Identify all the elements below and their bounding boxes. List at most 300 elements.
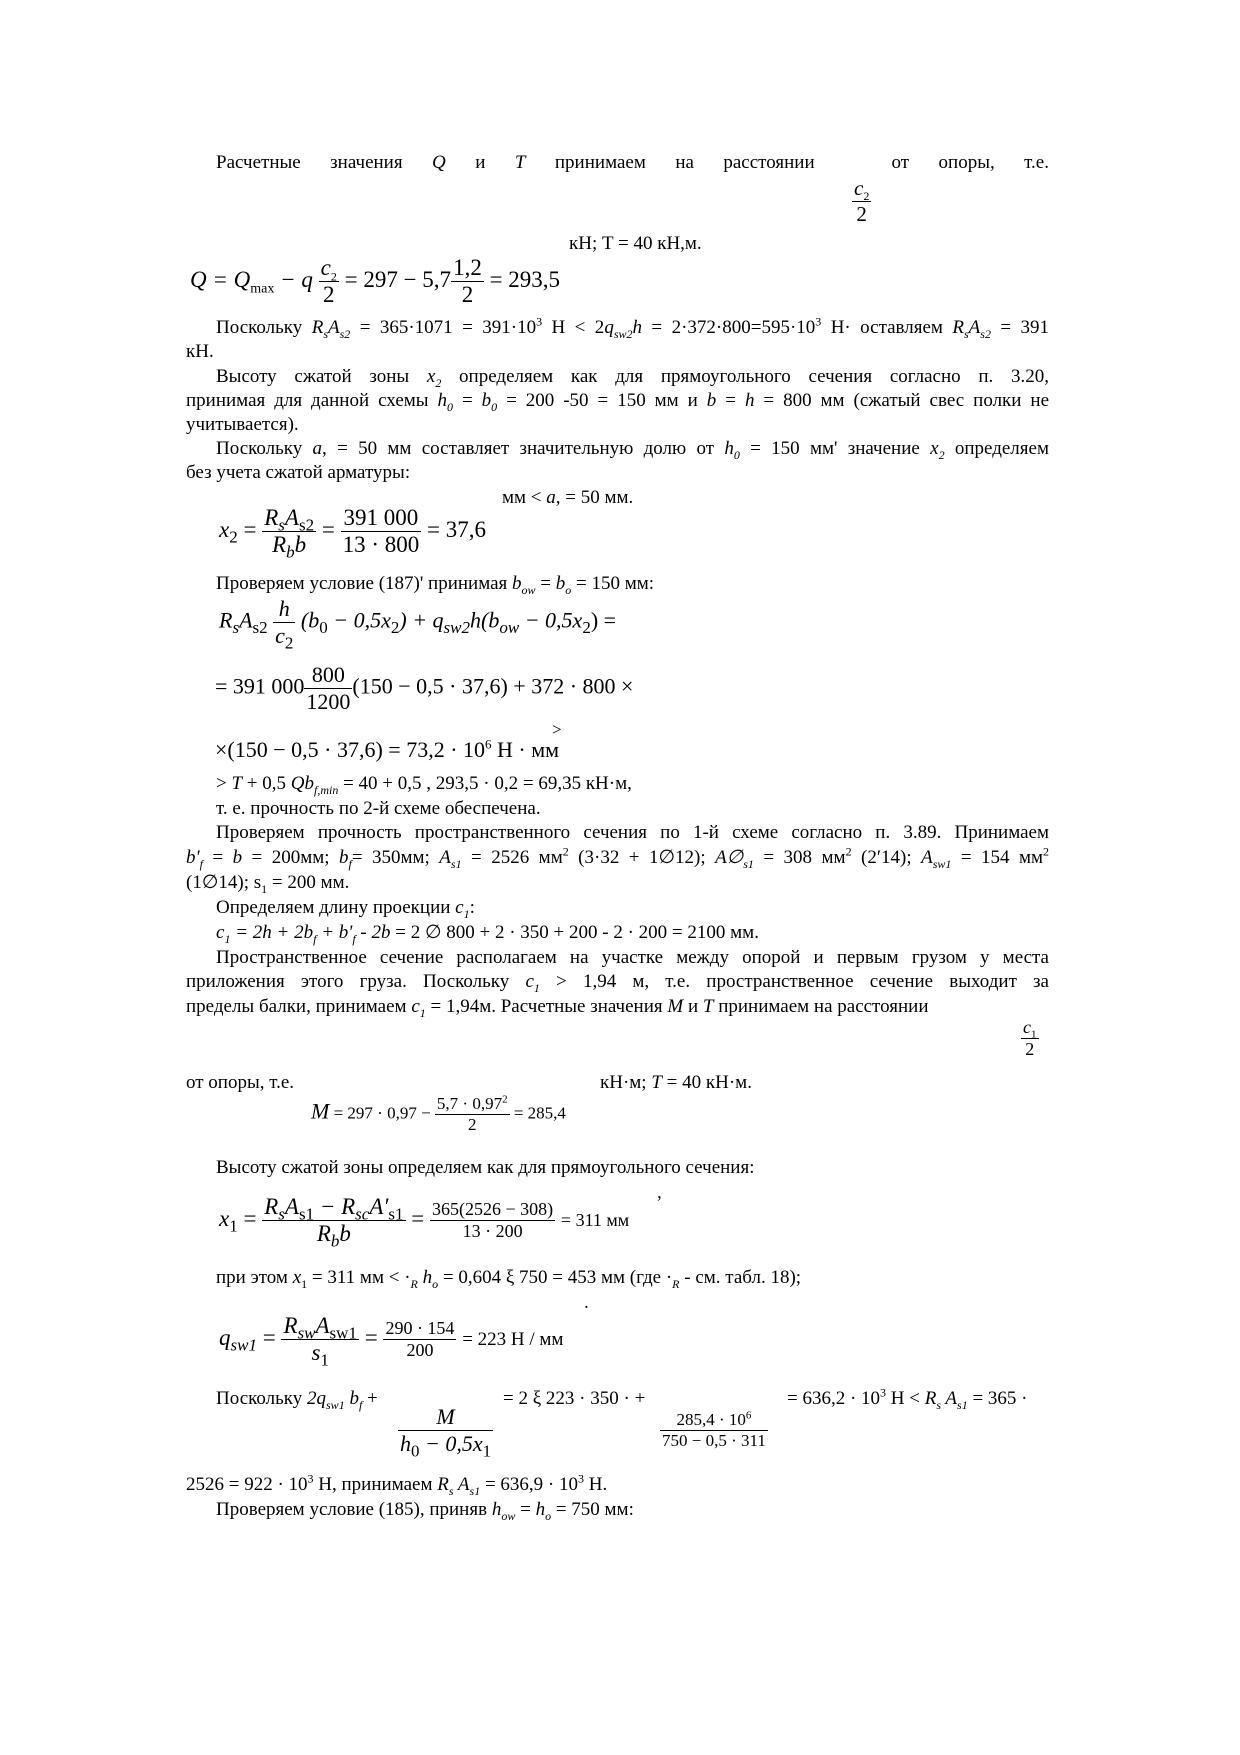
superscript: 3 (880, 1385, 887, 1400)
text: = (515, 1499, 536, 1520)
subscript: s (936, 1397, 942, 1412)
math-var: A∅ (715, 847, 744, 868)
p4-line1 (216, 365, 1049, 389)
text: = 0,604 ξ 750 = 453 мм (где (438, 1267, 666, 1288)
subscript: 1 (224, 931, 231, 946)
math-var: c (854, 176, 864, 200)
text: Проверяем условие (187)' принимая (216, 573, 513, 594)
subscript: o (432, 1276, 439, 1291)
p2-line (569, 232, 702, 256)
subscript: s2 (980, 326, 991, 341)
math-var: b (344, 1388, 359, 1409)
denominator: 750 − 0,5 · 311 (662, 1431, 766, 1450)
math-var: x (426, 366, 436, 387)
math-var: A (453, 1474, 470, 1495)
denominator: 1200 (306, 689, 351, 714)
math-var: R (219, 607, 233, 633)
denominator: 2 (461, 282, 474, 307)
subscript: ow (501, 1508, 516, 1523)
text: + 0,5 (242, 773, 291, 794)
math-var: T (514, 152, 526, 173)
text: т. е. прочность по 2-й схеме обеспечена. (216, 798, 541, 819)
text: = 200 -50 = 150 мм и (497, 390, 707, 411)
denominator: 13 · 200 (462, 1221, 523, 1241)
text: · (404, 1267, 411, 1288)
p13-line1 (216, 946, 1049, 970)
math-var: T (702, 996, 714, 1017)
text: = 391 000 (215, 673, 305, 699)
fraction-c2-over-2 (852, 176, 871, 227)
math-expr: − 0,5x (327, 607, 391, 633)
subscript: s1 (298, 1204, 315, 1224)
math-expr: − 0,5x (419, 1431, 483, 1456)
superscript: 3 (536, 314, 543, 329)
subscript: 2 (435, 375, 442, 390)
math-var: b (512, 573, 522, 594)
text: = 150 мм: (571, 573, 655, 594)
math-expr: − 0,5x (519, 607, 583, 633)
superscript: 2 (502, 1093, 508, 1106)
math-var: Qb (290, 773, 314, 794)
text: = 311 мм < (307, 1267, 405, 1288)
math-var: b (294, 532, 307, 557)
subscript: sw1 (326, 1397, 345, 1412)
text: = (202, 847, 233, 868)
math-var: A′ (369, 1194, 389, 1219)
subscript: s (964, 326, 969, 341)
math-var: c (411, 996, 420, 1017)
equation-m (311, 1094, 566, 1135)
math-var: Q = Q (190, 266, 251, 292)
math-expr: ) + q (399, 607, 444, 633)
subscript: sw1 (230, 1335, 257, 1355)
math-var: a (312, 438, 323, 459)
math-expr: (b (300, 607, 320, 633)
text: Определяем длину проекции (216, 897, 456, 918)
comma-mark (657, 1181, 662, 1205)
superscript: 2 (845, 844, 852, 859)
text: = 285,4 (509, 1103, 566, 1123)
text: - см. табл. 18); (679, 1267, 802, 1288)
math-var: M (667, 996, 684, 1017)
text: = 750 мм: (551, 1499, 634, 1520)
text: = 800 мм (сжатый свес полки не (754, 390, 1050, 411)
p6-line (502, 486, 633, 510)
subscript: 0 (411, 1441, 420, 1461)
text: кН; T = 40 кН,м. (569, 233, 702, 254)
p4-line2 (186, 389, 1049, 413)
subscript: s1 (743, 856, 754, 871)
text: при этом (216, 1267, 293, 1288)
math-var: h (632, 317, 642, 338)
math-var: 2q (307, 1388, 327, 1409)
superscript: 2 (1043, 844, 1050, 859)
math-var: q (219, 1324, 231, 1350)
p3-line2 (186, 340, 214, 364)
text: без учета сжатой арматуры: (186, 462, 411, 483)
subscript: f (348, 856, 352, 871)
math-var: R (437, 1474, 449, 1495)
text: = 2 ξ 223 · 350 · + (503, 1388, 646, 1409)
operator: > (552, 720, 562, 739)
equation-check-187-line2 (215, 662, 633, 715)
subscript: o (545, 1508, 552, 1523)
fraction-m-over-h0 (398, 1404, 493, 1461)
subscript: 2 (582, 617, 591, 637)
subscript: 2 (938, 447, 945, 462)
math-var: h (422, 1267, 433, 1288)
math-var: h (437, 390, 447, 411)
text: Пространственное сечение располагаем на участке между опорой и первым грузом у места (216, 947, 1049, 968)
p8-line (216, 772, 632, 796)
math-var: R (316, 1221, 331, 1246)
subscript: s1 (957, 1397, 968, 1412)
p19-line (216, 1498, 634, 1522)
math-var: M (311, 1098, 330, 1124)
text: = (453, 390, 482, 411)
denominator: 2 (856, 202, 867, 226)
subscript: o (565, 582, 572, 597)
subscript: 0 (447, 399, 453, 414)
math-var: b (232, 847, 243, 868)
text: значения (330, 152, 403, 173)
text: = 154 мм (951, 847, 1044, 868)
numerator: 800 (304, 662, 352, 689)
subscript: 0 (319, 617, 328, 637)
subscript: s2 (252, 617, 268, 637)
subscript: 2 (330, 269, 337, 284)
text: Н · мм (491, 737, 560, 762)
math-var: b' (186, 847, 200, 868)
subscript: ow (521, 582, 536, 597)
numerator: 285,4 · 10 (676, 1410, 746, 1429)
text: Расчетные (216, 152, 301, 173)
text: = 40 кН·м. (661, 1072, 752, 1093)
math-var: c (525, 971, 534, 992)
subscript: s (232, 617, 240, 637)
equation-x1 (219, 1194, 630, 1251)
text: 2526 = 922 · 10 (186, 1474, 308, 1495)
text: опоры, (938, 152, 995, 173)
text: Поскольку (216, 438, 313, 459)
math-var: c (216, 922, 225, 943)
text: > 1,94 м, т.е. пространственное сечение выходит за (539, 971, 1049, 992)
text: Проверяем условие (185), приняв (216, 1499, 492, 1520)
math-expr: + b' (316, 922, 353, 943)
math-var: h (491, 1499, 502, 1520)
subscript: 2 (863, 189, 870, 204)
math-var: a (546, 487, 556, 508)
math-var: R (264, 505, 279, 530)
subscript: f,min (314, 782, 339, 797)
subscript: 1 (320, 1350, 329, 1370)
math-var: b (706, 390, 717, 411)
p3-line1 (216, 316, 1049, 340)
math-var: A (968, 317, 981, 338)
p16-line (216, 1266, 801, 1290)
subscript: 1 (229, 1216, 238, 1236)
punctuation: . (584, 1292, 589, 1313)
text: = 293,5 (489, 266, 561, 292)
text: = 311 мм (560, 1209, 630, 1230)
p13-line3 (186, 995, 929, 1019)
text: (150 − 0,5 · 37,6) + 372 · 800 × (352, 673, 634, 699)
subscript: 2 (390, 617, 400, 637)
subscript: sw2 (443, 617, 471, 637)
math-var: x (219, 1205, 230, 1231)
subscript: 0 (491, 399, 498, 414)
subscript: b (330, 1231, 340, 1251)
dot-mark (584, 1291, 589, 1315)
text: , = 50 мм. (555, 487, 634, 508)
p14-line-b (600, 1071, 752, 1095)
p17-line-b (503, 1387, 645, 1411)
math-var: q (604, 317, 614, 338)
numerator: 391 000 (341, 505, 422, 532)
p4-line3 (186, 413, 299, 437)
text: = 636,9 · 10 (480, 1474, 578, 1495)
subscript: 0 (733, 447, 740, 462)
equation-check-187-line1 (219, 596, 617, 653)
denominator: 200 (406, 1340, 434, 1360)
text: Н < 2 (542, 317, 605, 338)
superscript: 3 (307, 1471, 314, 1486)
text: ×(150 − 0,5 · 37,6) = 73,2 · 10 (215, 737, 486, 762)
numerator: 365(2526 − 308) (432, 1199, 554, 1219)
text: = 297 · 0,97 − (329, 1103, 435, 1123)
p11-line (216, 896, 475, 920)
subscript: sc (355, 1204, 370, 1224)
math-var: b (339, 1221, 351, 1246)
text: = (535, 573, 556, 594)
text: кН·м; (600, 1072, 652, 1093)
p7-line (216, 572, 654, 596)
math-var: R (283, 1313, 298, 1338)
text: , = 50 мм составляет значительную долю от (322, 438, 725, 459)
numerator: 5,7 · 0,97 (436, 1094, 503, 1113)
operator: = (364, 1324, 378, 1350)
p5-line1 (216, 437, 1049, 461)
subscript: 1 (419, 1005, 426, 1020)
math-var: − q (274, 266, 313, 292)
text: = 350мм; (351, 847, 440, 868)
text: Н < (886, 1388, 925, 1409)
superscript: 3 (815, 314, 822, 329)
p14-line-a (186, 1071, 294, 1095)
math-var: A (439, 847, 451, 868)
text: Н· оставляем (821, 317, 953, 338)
math-var: c (320, 255, 331, 280)
math-var: M (436, 1404, 455, 1429)
p18-line (186, 1473, 607, 1497)
math-var: A (284, 1194, 299, 1219)
text: = 200 мм. (267, 872, 350, 893)
text: и (475, 152, 486, 173)
punctuation: , (657, 1182, 662, 1203)
subscript: 2 (284, 633, 294, 653)
p13-line2 (186, 970, 1049, 994)
text: пределы балки, принимаем (186, 996, 412, 1017)
text: = 365·1071 = 391·10 (350, 317, 537, 338)
subscript: s2 (298, 515, 315, 535)
math-var: − R (314, 1194, 356, 1219)
math-var: h (400, 1431, 411, 1456)
subscript: s (278, 515, 285, 535)
text: от (891, 152, 910, 173)
text: = 297 − 5,7 (344, 266, 452, 292)
text: Проверяем прочность пространственного сечения по 1-й схеме согласно п. 3.89. Принимаем (216, 822, 1049, 843)
math-var: h (744, 390, 755, 411)
text: = 223 Н / мм (462, 1328, 564, 1350)
subscript: sw2 (613, 326, 633, 341)
subscript: 1 (533, 980, 540, 995)
p17-line-a (216, 1387, 378, 1411)
text: = (716, 390, 745, 411)
subscript: b (286, 542, 295, 562)
superscript: 2 (562, 844, 569, 859)
numerator: 1,2 (453, 255, 482, 280)
fraction-c1-over-2 (1021, 1017, 1039, 1060)
text: Н. (584, 1474, 608, 1495)
denominator: 2 (468, 1115, 477, 1134)
math-var: Q (432, 152, 446, 173)
text: расстоянии (723, 152, 815, 173)
subscript: R (672, 1276, 680, 1291)
text: определяем (944, 438, 1049, 459)
text: (1∅14); s (186, 872, 262, 893)
text: Высоту сжатой зоны определяем как для прямоугольного сечения: (216, 1157, 755, 1178)
math-var: h (535, 1499, 546, 1520)
p12-line (216, 921, 759, 945)
text: = 636,2 · 10 (787, 1388, 881, 1409)
subscript: sw (297, 1323, 316, 1343)
text: = 150 мм' значение (739, 438, 931, 459)
text: Н, принимаем (313, 1474, 438, 1495)
equation-qsw1 (219, 1313, 564, 1370)
subscript: ow (499, 617, 520, 637)
text: принимая для данной схемы (186, 390, 438, 411)
subscript: R (410, 1276, 418, 1291)
text: учитывается). (186, 414, 299, 435)
p17-line-c (787, 1387, 1028, 1411)
subscript: 2 (229, 527, 238, 547)
text: Поскольку (216, 1388, 308, 1409)
text: + (362, 1388, 378, 1409)
math-var: R (272, 532, 287, 557)
operator: = (243, 1205, 257, 1231)
denominator: 2 (323, 282, 335, 307)
math-var: R (311, 317, 324, 338)
text: и (683, 996, 703, 1017)
math-expr: = 2h + 2b (230, 922, 314, 943)
text: Поскольку (216, 317, 303, 338)
p10-line3 (186, 871, 349, 895)
subscript: f (352, 931, 356, 946)
operator: = (243, 516, 257, 542)
subscript: s1 (469, 1483, 481, 1498)
math-var: R (264, 1194, 279, 1219)
math-expr: - 2b (355, 922, 391, 943)
math-var: A (284, 505, 299, 530)
text: = 308 мм (753, 847, 846, 868)
p10-line2 (186, 846, 1049, 870)
math-var: R (924, 1388, 937, 1409)
text: приложения этого груза. Поскольку (186, 971, 526, 992)
math-var: x (219, 516, 230, 542)
text: = 37,6 (426, 516, 486, 542)
subscript: s1 (388, 1204, 404, 1224)
subscript: sw1 (329, 1323, 357, 1343)
text: > (216, 773, 232, 794)
p15-line (216, 1156, 754, 1180)
math-var: R (952, 317, 964, 338)
p9-line (216, 797, 541, 821)
math-var: A (941, 1388, 958, 1409)
numerator: 290 · 154 (385, 1318, 455, 1338)
superscript: 6 (745, 1409, 752, 1422)
math-var: b (555, 573, 566, 594)
subscript: 1 (301, 1276, 308, 1291)
text: = 40 + 0,5 , 293,5 · 0,2 = 69,35 кН·м, (338, 773, 632, 794)
subscript: f (199, 856, 203, 871)
math-var: A (315, 1313, 330, 1338)
operator: = (262, 1324, 276, 1350)
fraction-moment (660, 1410, 768, 1451)
text: = 200мм; (242, 847, 339, 868)
equation-x2 (219, 505, 486, 562)
subscript: s (448, 1483, 454, 1498)
subscript: s1 (450, 856, 462, 871)
operator: = (321, 516, 335, 542)
math-var: A (327, 317, 340, 338)
subscript: s (278, 1204, 285, 1224)
text: от опоры, т.е. (186, 1072, 295, 1093)
subscript: 1 (463, 906, 470, 921)
text: · (665, 1267, 673, 1288)
subscript: s (323, 326, 328, 341)
text: принимаем на расстоянии (713, 996, 929, 1017)
math-expr: h(b (470, 607, 500, 633)
subscript: s2 (339, 326, 351, 341)
text: = 391 (990, 317, 1050, 338)
text: Высоту сжатой зоны (216, 366, 427, 387)
subscript: 1 (1031, 1028, 1037, 1041)
math-var: x (930, 438, 939, 459)
superscript: 3 (578, 1471, 584, 1486)
math-var: c (275, 623, 285, 648)
text: определяем как для прямоугольного сечения согласно п. 3.20, (441, 366, 1049, 387)
text: на (675, 152, 694, 173)
text: ) = (590, 607, 617, 633)
math-var: b (481, 390, 492, 411)
p1-line (216, 151, 1049, 175)
text: (3·32 + 1∅12); (568, 847, 716, 868)
math-var: x (292, 1267, 302, 1288)
math-var: A (921, 847, 933, 868)
text: (2′14); (851, 847, 922, 868)
text: = 2·372·800=595·10 (642, 317, 816, 338)
operator: = (411, 1205, 425, 1231)
subscript: sw1 (932, 856, 952, 871)
subscript: max (250, 281, 275, 297)
text: кН. (186, 341, 214, 362)
subscript: f (313, 931, 317, 946)
text: мм < (502, 487, 547, 508)
math-var: h (724, 438, 734, 459)
math-var: T (651, 1072, 662, 1093)
text: = 365 · (967, 1388, 1028, 1409)
text: принимаем (554, 152, 646, 173)
